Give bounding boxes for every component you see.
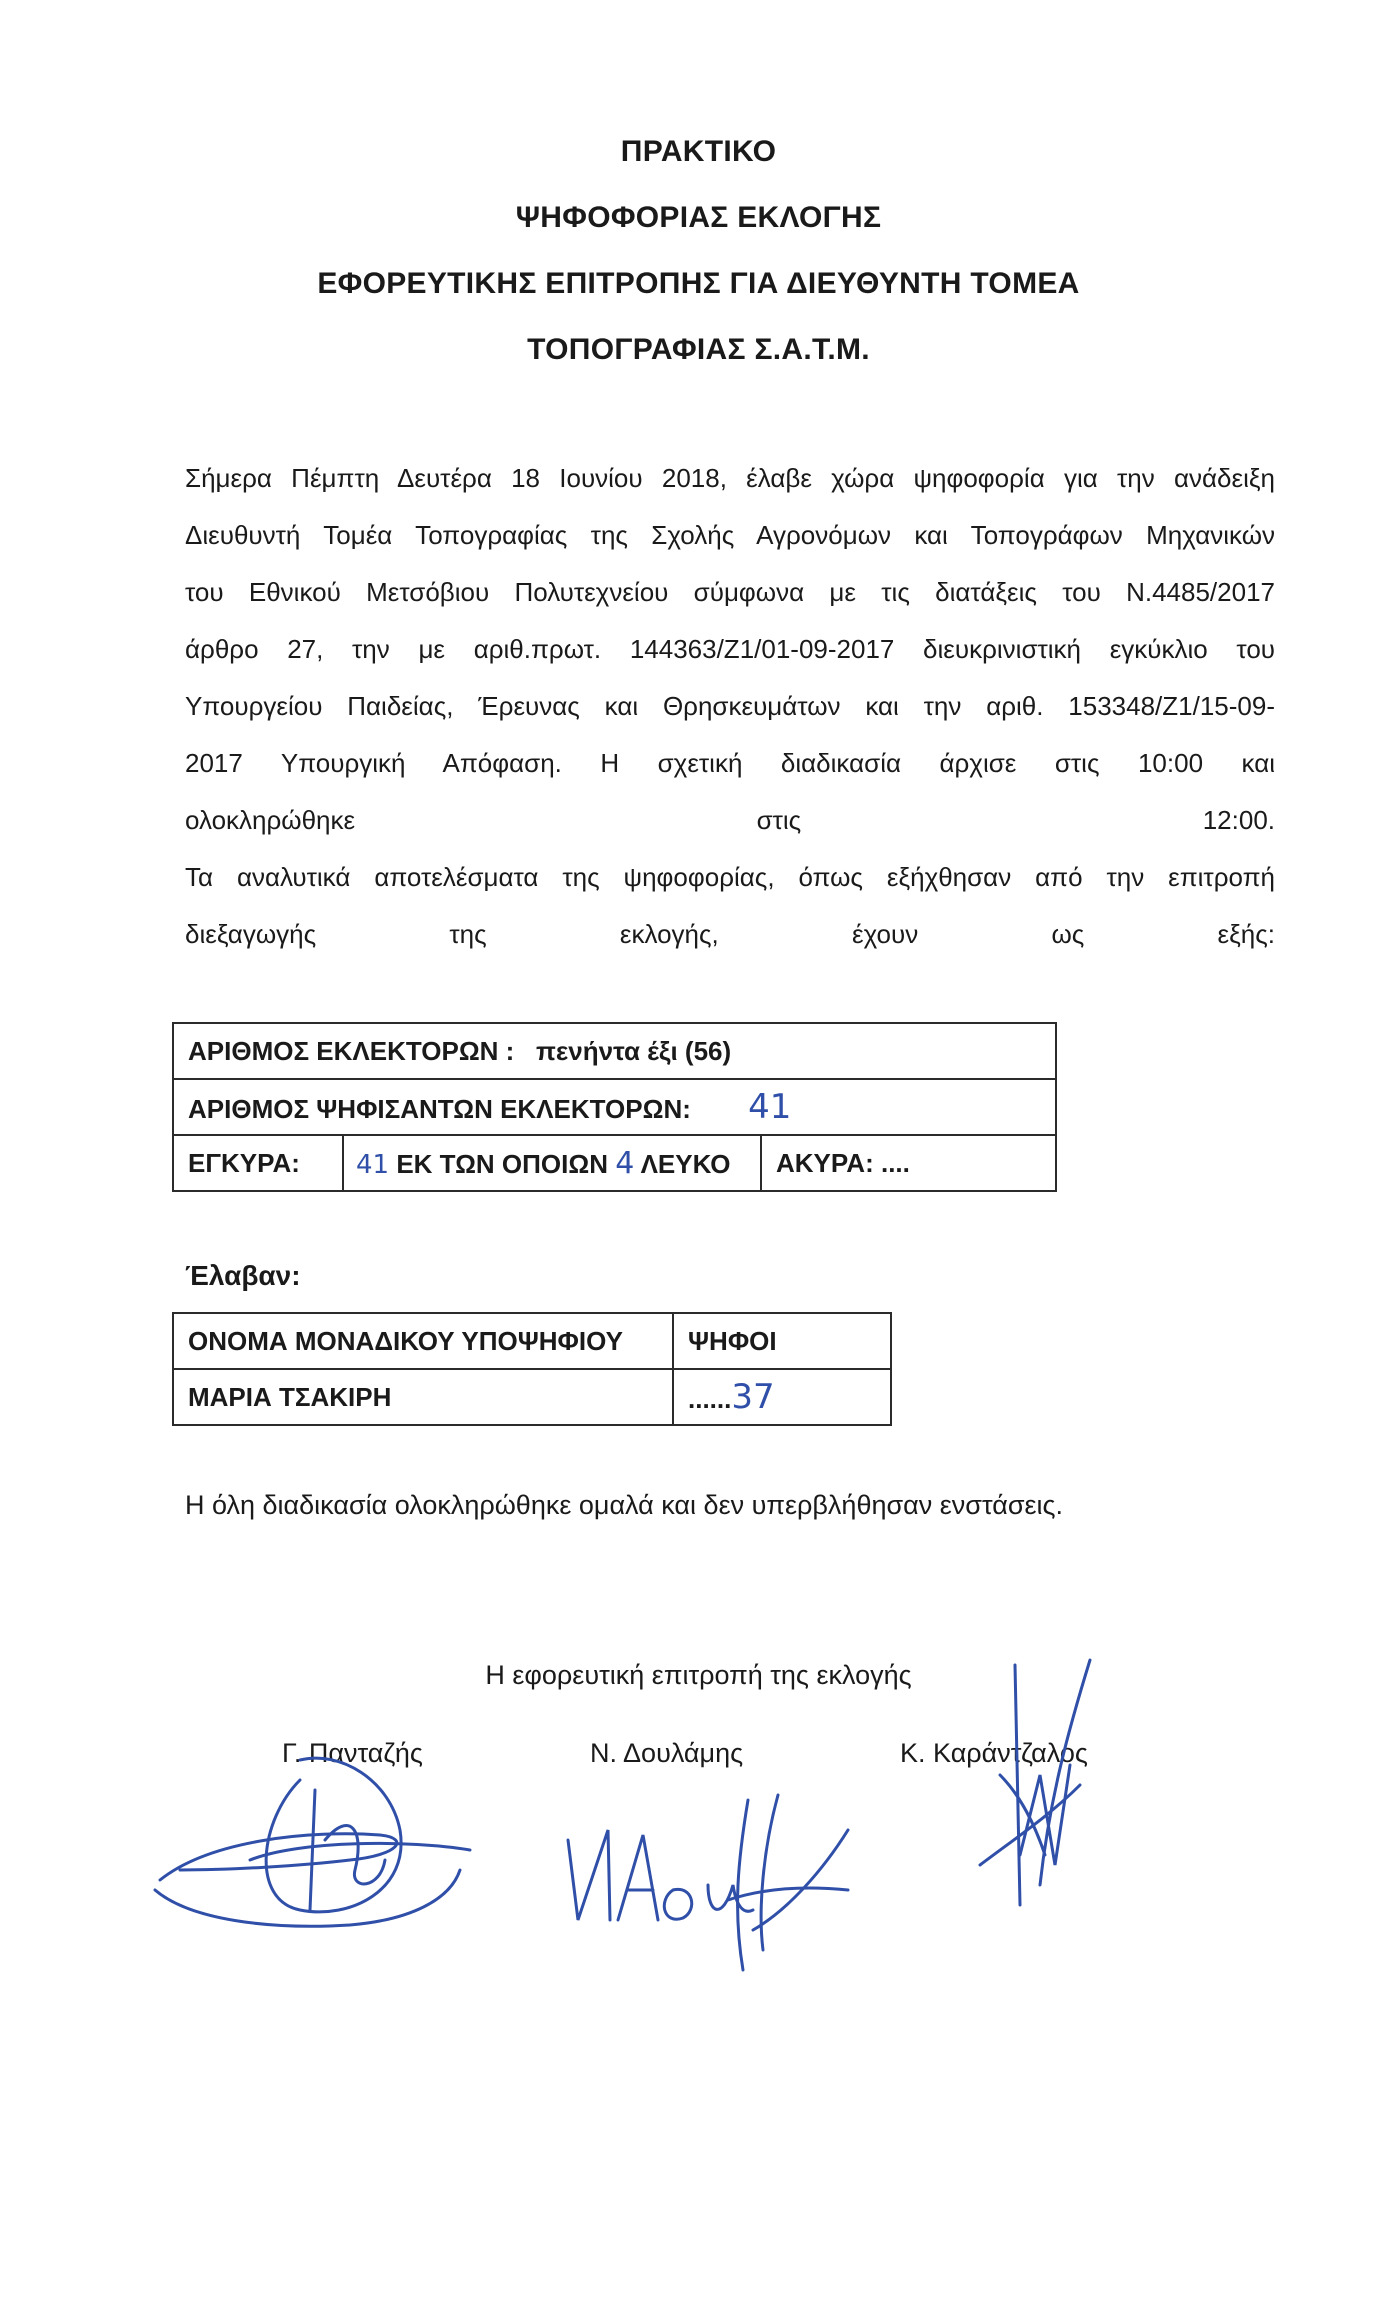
body-line: του Εθνικού Μετσόβιου Πολυτεχνείου σύμφωνα με τις διατάξεις του Ν.4485/2017 [185, 577, 1275, 607]
signer-name-3: Κ. Καράντζαλος [900, 1738, 1088, 1768]
signature-2-icon [548, 1790, 888, 1990]
invalid-cell [761, 1135, 1056, 1191]
title-line-2: ΨΗΦΟΦΟΡΙΑΣ ΕΚΛΟΓΗΣ [515, 201, 882, 234]
voters-handwritten-value: 41 [748, 1087, 792, 1127]
signature-3-icon [960, 1655, 1120, 1915]
valid-label-cell [173, 1135, 343, 1191]
blank-handwritten-value: 4 [615, 1145, 635, 1181]
votes-dots: ...... [688, 1384, 732, 1414]
header-votes-cell: ΨΗΦΟΙ [673, 1313, 891, 1369]
body-line: ολοκληρώθηκε στις 12:00. [185, 805, 1275, 835]
body-line: Υπουργείου Παιδείας, Έρευνας και Θρησκευμάτων και την αριθ. 153348/Ζ1/15-09- [185, 691, 1275, 721]
received-label: Έλαβαν: [185, 1260, 301, 1291]
votes-handwritten-value: 37 [731, 1377, 775, 1417]
candidate-name-cell: ΜΑΡΙΑ ΤΣΑΚΙΡΗ [173, 1369, 673, 1425]
body-paragraph [185, 450, 1275, 963]
electors-cell [173, 1023, 1056, 1079]
voters-cell [173, 1079, 1056, 1135]
valid-label: ΕΓΚΥΡΑ: [188, 1147, 300, 1178]
valid-handwritten-value: 41 [356, 1149, 390, 1180]
electors-label: ΑΡΙΘΜΟΣ ΕΚΛΕΚΤΟΡΩΝ : [188, 1035, 515, 1066]
closing-statement: Η όλη διαδικασία ολοκληρώθηκε ομαλά και δεν υπερβλήθησαν ενστάσεις. [185, 1490, 1064, 1520]
voters-label: ΑΡΙΘΜΟΣ ΨΗΦΙΣΑΝΤΩΝ ΕΚΛΕΚΤΟΡΩΝ: [188, 1094, 691, 1124]
body-line: Σήμερα Πέμπτη Δευτέρα 18 Ιουνίου 2018, έλαβε χώρα ψηφοφορία για την ανάδειξη [185, 463, 1275, 493]
table-row [173, 1135, 1056, 1191]
body-line: Διευθυντή Τομέα Τοπογραφίας της Σχολής Αγρονόμων και Τοπογράφων Μηχανικών [185, 520, 1275, 550]
table-row [173, 1079, 1056, 1135]
electors-table [172, 1022, 1057, 1192]
invalid-label: ΑΚΥΡΑ: .... [776, 1147, 910, 1178]
of-which-label: ΕΚ ΤΩΝ ΟΠΟΙΩΝ [396, 1148, 608, 1179]
results-line: Τα αναλυτικά αποτελέσματα της ψηφοφορίας, όπως εξήχθησαν από την επιτροπή [185, 862, 1275, 892]
signature-1-icon [150, 1720, 480, 1950]
signer-name-2: Ν. Δουλάμης [590, 1738, 744, 1768]
table-header-row [173, 1313, 891, 1369]
title-line-3: ΕΦΟΡΕΥΤΙΚΗΣ ΕΠΙΤΡΟΠΗΣ ΓΙΑ ΔΙΕΥΘΥΝΤΗ ΤΟΜΕΑ [317, 267, 1080, 300]
title-line-1: ΠΡΑΚΤΙΚΟ [620, 135, 777, 168]
candidate-votes-cell [673, 1369, 891, 1425]
signer-name-1: Γ. Πανταζής [282, 1738, 423, 1768]
table-row [173, 1023, 1056, 1079]
valid-value-cell [343, 1135, 761, 1191]
title-line-4: ΤΟΠΟΓΡΑΦΙΑΣ Σ.Α.Τ.Μ. [527, 333, 870, 366]
body-line: 2017 Υπουργική Απόφαση. Η σχετική διαδικασία άρχισε στις 10:00 και [185, 748, 1275, 778]
results-line: διεξαγωγής της εκλογής, έχουν ως εξής: [185, 919, 1275, 949]
blank-label: ΛΕΥΚΟ [640, 1148, 731, 1179]
committee-label: Η εφορευτική επιτροπή της εκλογής [485, 1660, 912, 1690]
candidates-table [172, 1312, 892, 1426]
table-row [173, 1369, 891, 1425]
electors-value: πενήντα έξι (56) [536, 1035, 732, 1066]
body-line: άρθρο 27, την με αριθ.πρωτ. 144363/Ζ1/01-09-2017 διευκρινιστική εγκύκλιο του [185, 634, 1275, 664]
header-name-cell: ΟΝΟΜΑ ΜΟΝΑΔΙΚΟΥ ΥΠΟΨΗΦΙΟΥ [173, 1313, 673, 1369]
